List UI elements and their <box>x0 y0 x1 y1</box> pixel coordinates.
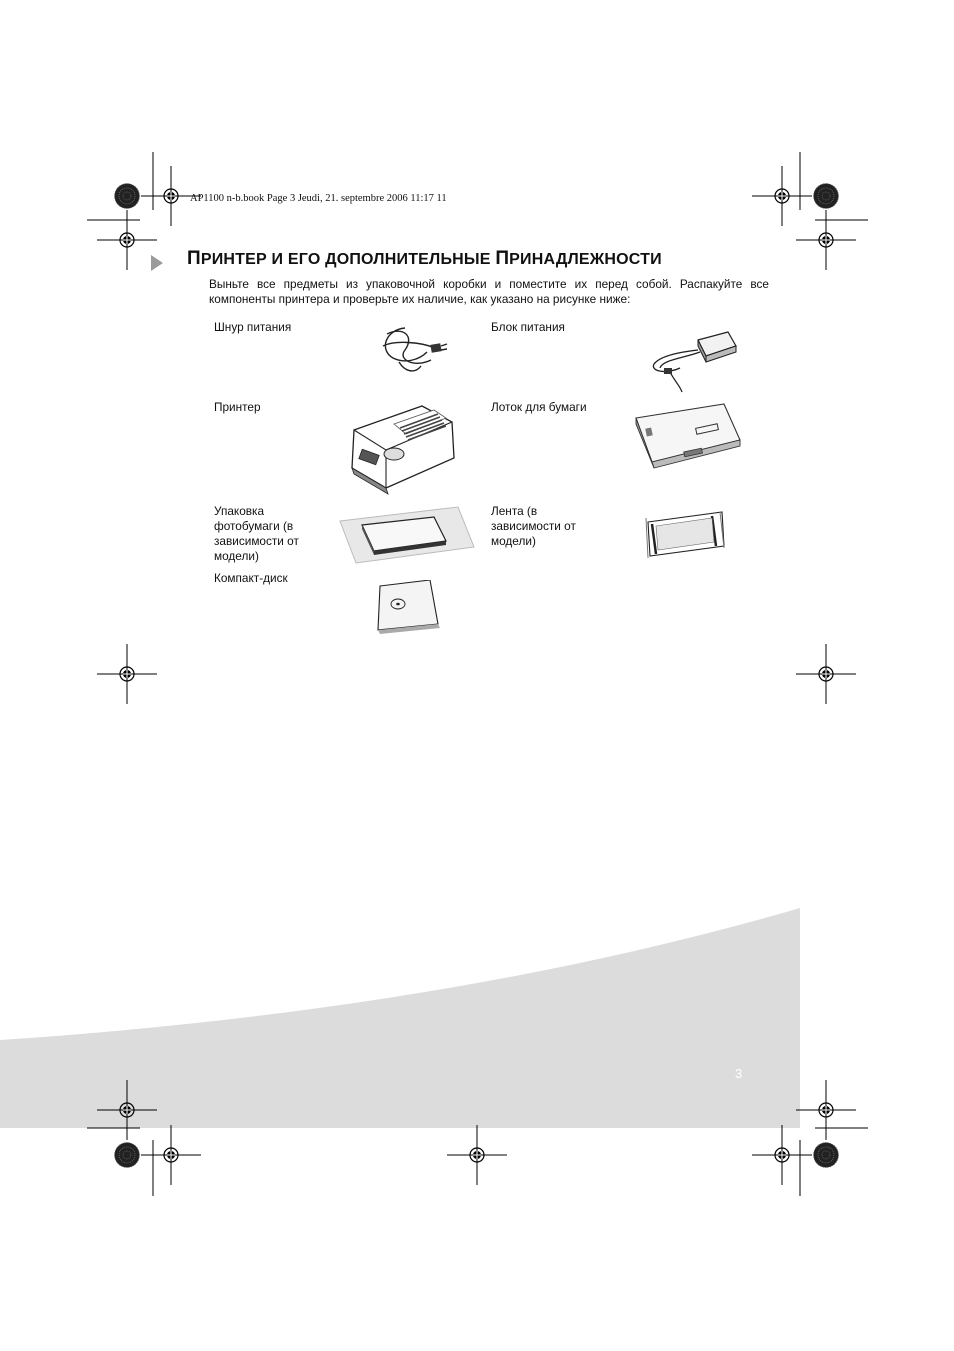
page-number: 3 <box>735 1066 743 1081</box>
item-label-ribbon: Лента (в зависимости от модели) <box>491 504 576 548</box>
item-label-photo-paper: Упаковка фотобумаги (в зависимости от модели) <box>214 504 299 563</box>
item-label-paper-tray: Лоток для бумаги <box>491 400 587 414</box>
item-label-power-adapter: Блок питания <box>491 320 565 334</box>
item-label-cd: Компакт-диск <box>214 571 288 585</box>
intro-paragraph: Выньте все предметы из упаковочной коробки и поместите их перед собой. Распакуйте все компоненты принтера и проверьте их наличие, как указано на рисунке ниже: <box>209 277 769 306</box>
book-header: AP1100 n-b.book Page 3 Jeudi, 21. septembre 2006 11:17 11 <box>190 193 447 204</box>
page-title: ПРИНТЕР И ЕГО ДОПОЛНИТЕЛЬНЫЕ ПРИНАДЛЕЖНОСТИ <box>187 248 662 269</box>
item-label-printer: Принтер <box>214 400 261 414</box>
item-label-power-cord: Шнур питания <box>214 320 292 334</box>
